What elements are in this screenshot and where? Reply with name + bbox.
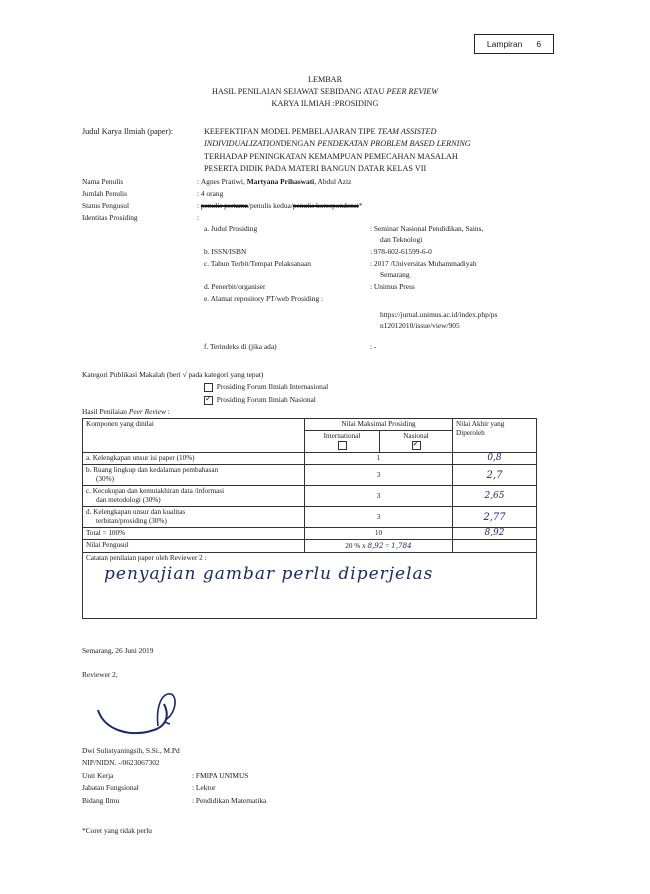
repository-label: e. Alamat repository PT/web Prosiding : — [204, 294, 324, 303]
hasil-label: Hasil Penilaian Peer Review : — [82, 407, 170, 416]
checkbox-nasional-checked — [204, 396, 213, 405]
header-nasional: Nasional ✓ — [380, 431, 453, 453]
heading-line1: LEMBAR — [307, 75, 343, 84]
catatan-row — [83, 553, 537, 619]
kategori-label: Kategori Publikasi Makalah (beri √ pada kategori yang tepat) — [82, 370, 264, 379]
reviewer-nip: NIP/NIDN. -/0623067302 — [82, 758, 160, 767]
penerbit-label: d. Penerbit/organiser — [204, 282, 266, 291]
header-international: International — [305, 431, 380, 453]
catatan-handwriting: penyajian gambar perlu diperjelas — [104, 564, 434, 584]
kategori-option-intl: Prosiding Forum Ilmiah Internasional — [204, 382, 328, 392]
tahun-value2: Semarang — [380, 270, 410, 279]
judul-line4: PESERTA DIDIK PADA MATERI BANGUN DATAR KELAS VII — [204, 164, 427, 173]
issn-value: : 978-602-61599-6-0 — [370, 247, 432, 256]
judul-label: Judul Karya Ilmiah (paper): — [82, 127, 174, 136]
issn-label: b. ISSN/ISBN — [204, 247, 247, 256]
table-row: d. Kelengkapan unsur dan kualitas terbitan/prosiding (30%) 3 2,77 — [83, 507, 537, 528]
judul-line1: KEEFEKTIFAN MODEL PEMBELAJARAN TIPE TEAM ASSISTED — [204, 127, 437, 136]
terindeks-label: f. Terindeks di (jika ada) — [204, 342, 277, 351]
header-komponen: Komponen yang dinilai — [83, 419, 305, 453]
reviewer-label: Reviewer 2, — [82, 670, 118, 679]
catatan-label: Catatan penilaian paper oleh Reviewer 2 : — [86, 554, 207, 562]
checkbox-table-intl — [338, 441, 347, 450]
bidang-value: : Pendidikan Matematika — [192, 796, 267, 805]
jabatan-value: : Lektor — [192, 783, 216, 792]
table-row: b. Ruang lingkup dan kedalaman pembahasan (30%) 3 2,7 — [83, 465, 537, 486]
results-table — [82, 418, 537, 619]
bidang-label: Bidang Ilmu — [82, 796, 120, 805]
jumlah-label: Jumlah Penulis — [82, 189, 127, 198]
header-nilai-max: Nilai Maksimal Prosiding — [305, 419, 453, 431]
reviewer-name: Dwi Sulistyaningsih, S.Si., M.Pd — [82, 746, 180, 755]
status-value: : penulis pertama/penulis kedua/penulis korespondensi* — [197, 201, 363, 210]
pengusul-row: Nilai Pengusul 20 % x 8,92 = 1,784 — [83, 540, 537, 553]
tahun-value1: : 2017 /Universitas Muhammadiyah — [370, 259, 477, 268]
prosiding-judul-value2: dan Teknologi — [380, 235, 423, 244]
judul-line3: TERHADAP PENINGKATAN KEMAMPUAN PEMECAHAN MASALAH — [204, 152, 458, 161]
total-row: Total = 100% 10 8,92 — [83, 528, 537, 540]
kategori-option-nasional: ✓ Prosiding Forum Ilmiah Nasional — [204, 395, 316, 405]
status-label: Status Pengusul — [82, 201, 130, 210]
judul-line2: INDIVIDUALIZATIONDENGAN PENDEKATAN PROBLEM BASED LERNING — [204, 139, 471, 148]
pengusul-formula: 20 % x 8,92 = 1,784 — [305, 540, 453, 553]
checkbox-intl — [204, 383, 213, 392]
heading-line2: HASIL PENILAIAN SEJAWAT SEBIDANG ATAU PEER REVIEW — [211, 87, 439, 96]
prosiding-judul-value1: : Seminar Nasional Pendidikan, Sains, — [370, 224, 484, 233]
penerbit-value: : Unimus Press — [370, 282, 415, 291]
checkbox-table-nasional-checked — [412, 441, 421, 450]
penulis-value: : Agnes Pratiwi, Martyana Prihaswati, Abdul Aziz — [197, 177, 352, 186]
signature — [84, 686, 194, 746]
table-row: a. Kelengkapan unsur isi paper (10%) 1 0,8 — [83, 453, 537, 465]
unit-value: : FMIPA UNIMUS — [192, 771, 249, 780]
heading-line3: KARYA ILMIAH :PROSIDING — [271, 99, 379, 108]
table-row: c. Kecukupan dan kemutakhiran data /informasi dan metodologi (30%) 3 2,65 — [83, 486, 537, 507]
lampiran-number: 6 — [536, 39, 542, 49]
terindeks-value: : - — [370, 342, 377, 351]
repository-value2: n12012010/issue/view/905 — [380, 321, 460, 330]
unit-label: Unit Kerja — [82, 771, 114, 780]
lampiran-label: Lampiran — [486, 39, 523, 49]
place-date: Semarang, 26 Juni 2019 — [82, 646, 154, 655]
repository-value1: https://jurnal.unimus.ac.id/index.php/ps — [380, 310, 498, 319]
prosiding-judul-label: a. Judul Prosiding — [204, 224, 258, 233]
jabatan-label: Jabatan Fungsional — [82, 783, 139, 792]
identitas-label: Identitas Prosiding — [82, 213, 138, 222]
header-nilai-akhir: Nilai Akhir yang Diperoleh — [453, 419, 537, 453]
penulis-label: Nama Penulis — [82, 177, 124, 186]
footnote: *Coret yang tidak perlu — [82, 826, 152, 835]
lampiran-box — [474, 34, 554, 54]
tahun-label: c. Tahun Terbit/Tempat Pelaksanaan — [204, 259, 311, 268]
jumlah-value: : 4 orang — [197, 189, 224, 198]
